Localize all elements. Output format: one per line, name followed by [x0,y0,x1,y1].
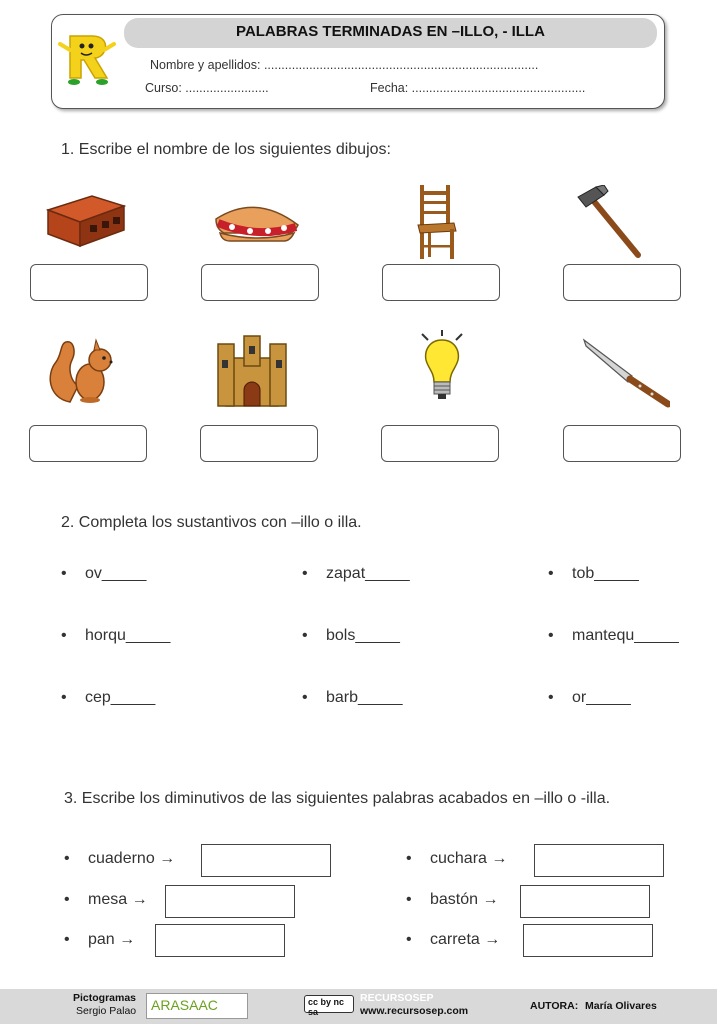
section1-title: 1. Escribe el nombre de los siguientes dibujos: [61,141,391,158]
answer-box-6[interactable] [200,425,318,462]
complete-word-1-3: • tob_____ [548,565,639,582]
complete-word-1-2: • zapat_____ [302,565,410,582]
complete-word-2-2: • bols_____ [302,627,400,644]
diminutive-answer-cuaderno[interactable] [201,844,331,877]
squirrel-icon [48,338,116,406]
worksheet-title: PALABRAS TERMINADAS EN –ILLO, - ILLA [124,18,657,48]
diminutive-word-cuaderno: • cuaderno → [64,850,176,867]
brick-icon [46,192,126,248]
diminutive-answer-mesa[interactable] [165,885,295,918]
section3-title: 3. Escribe los diminutivos de las siguientes palabras acabados en –illo o -illa. [64,790,611,807]
section2-title: 2. Completa los sustantivos con –illo o illa. [61,514,362,531]
footer-author-picto: Sergio Palao [76,1005,137,1017]
course-field[interactable]: Curso: ........................ [145,81,269,95]
arasaac-logo: ARASAAC [146,993,248,1019]
diminutive-answer-cuchara[interactable] [534,844,664,877]
footer-pictogramas: Pictogramas [73,992,137,1004]
footer-web: www.recursosep.com [360,1005,469,1017]
answer-box-8[interactable] [563,425,681,462]
answer-box-7[interactable] [381,425,499,462]
diminutive-word-baston: • bastón → [406,891,499,908]
cc-license-icon: cc by nc sa [304,995,354,1013]
diminutive-answer-carreta[interactable] [523,924,653,957]
light-bulb-icon [418,330,466,402]
diminutive-word-carreta: • carreta → [406,931,501,948]
answer-box-3[interactable] [382,264,500,301]
diminutive-word-mesa: • mesa → [64,891,148,908]
knife-icon [582,338,670,408]
diminutive-answer-baston[interactable] [520,885,650,918]
complete-word-3-3: • or_____ [548,689,631,706]
complete-word-3-1: • cep_____ [61,689,156,706]
date-field[interactable]: Fecha: .................................................. [370,81,586,95]
chair-icon [414,183,458,261]
complete-word-2-1: • horqu_____ [61,627,171,644]
footer-autora-name: María Olivares [585,1000,657,1012]
answer-box-2[interactable] [201,264,319,301]
answer-box-4[interactable] [563,264,681,301]
diminutive-word-cuchara: • cuchara → [406,850,508,867]
footer-recursosep: RECURSOSEP [360,992,434,1004]
complete-word-3-2: • barb_____ [302,689,403,706]
footer-autora-label: AUTORA: [530,1000,579,1012]
answer-box-5[interactable] [29,425,147,462]
name-field[interactable]: Nombre y apellidos: ............................................................................... [150,58,539,72]
complete-word-2-3: • mantequ_____ [548,627,679,644]
sandwich-icon [212,197,302,245]
complete-word-1-1: • ov_____ [61,565,147,582]
answer-box-1[interactable] [30,264,148,301]
diminutive-answer-pan[interactable] [155,924,285,957]
hammer-icon [576,185,646,259]
diminutive-word-pan: • pan → [64,931,136,948]
letter-r-mascot-icon [56,30,120,90]
castle-icon [216,334,288,408]
